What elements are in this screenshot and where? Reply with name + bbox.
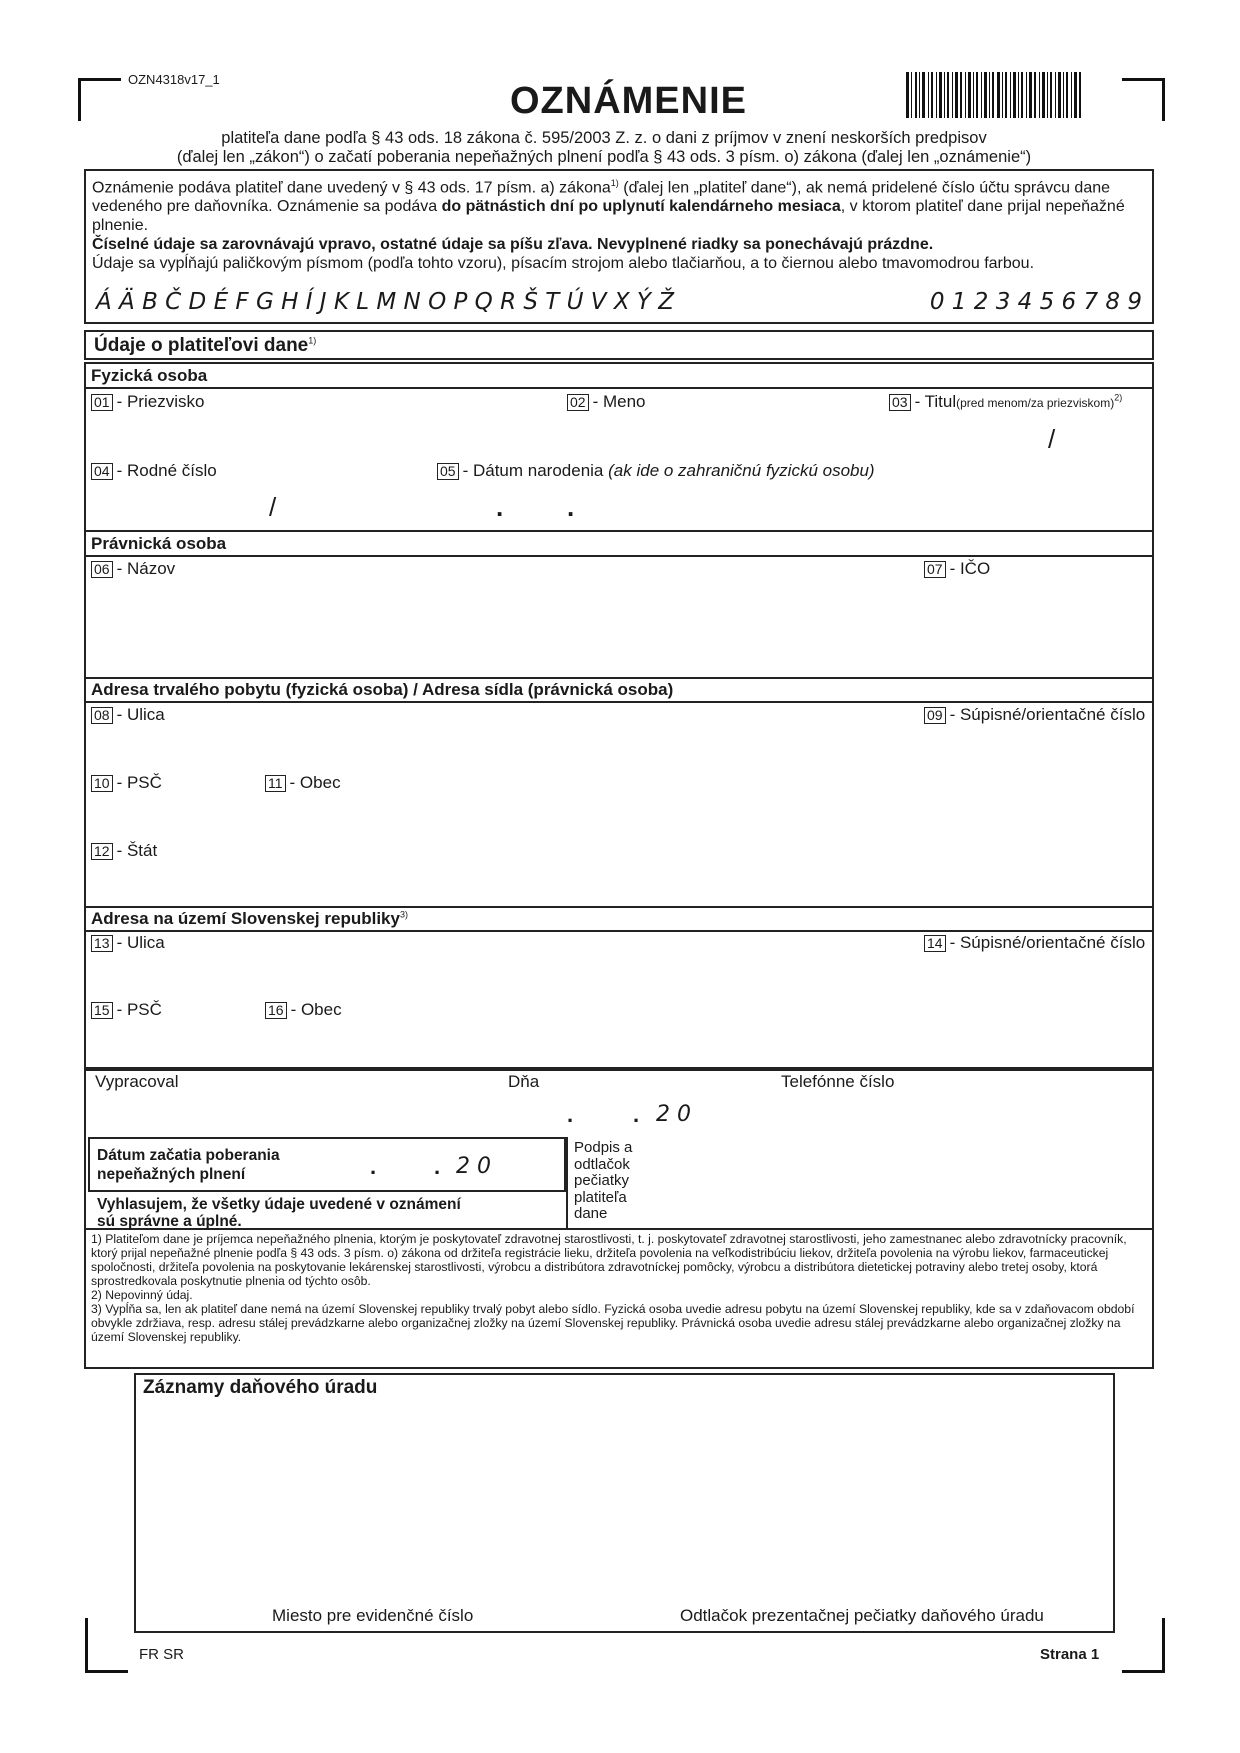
birth-date-dot-2: . [567, 492, 575, 522]
digits-sample: 0 1 2 3 4 5 6 7 8 9 [929, 289, 1142, 315]
date-label: Dňa [508, 1072, 540, 1091]
field-title-label: 03 - Titul(pred menom/za priezviskom)$^{2)}$ [889, 392, 1122, 412]
city-input[interactable] [265, 797, 1145, 831]
surname-input[interactable] [91, 416, 551, 450]
start-date-dot-1: . [370, 1154, 377, 1179]
field-company-name-label: 06 - Názov [91, 559, 175, 579]
field-postcode-label: 10 - PSČ [91, 773, 162, 793]
field-city-label: 11 - Obec [265, 773, 341, 793]
sk-city-input[interactable] [265, 1024, 1145, 1058]
sk-house-number-input[interactable] [924, 957, 1144, 991]
sk-address-heading: Adresa na území Slovenskej republiky$^{3)}$ [91, 909, 408, 928]
field-ico-label: 07 - IČO [924, 559, 990, 579]
legal-person-heading: Právnická osoba [91, 534, 227, 553]
corner-mark-top-right [1122, 78, 1165, 121]
field-sk-house-number-label: 14 - Súpisné/orientačné číslo [924, 933, 1145, 953]
postcode-input[interactable] [91, 797, 251, 831]
date-dot-1: . [567, 1102, 574, 1127]
corner-mark-top-left [78, 78, 121, 121]
divider [86, 930, 1152, 932]
alphabet-sample: Á Ä B Č D É F G H Í J K L M N O P Q R Š T Ú V X Ý Ž [96, 289, 675, 315]
birth-date-input[interactable] [437, 486, 637, 520]
divider [86, 530, 1152, 532]
field-birth-number-label: 04 - Rodné číslo [91, 461, 217, 481]
office-stamp-label: Odtlačok prezentačnej pečiatky daňového úradu [680, 1606, 1044, 1625]
tax-office-records-box [134, 1373, 1115, 1633]
payer-heading-box [84, 330, 1154, 360]
title-separator-slash: / [1048, 424, 1056, 454]
signature-area[interactable] [660, 1140, 1150, 1228]
divider [86, 906, 1152, 908]
start-date-year-prefix: 2 0 [456, 1154, 491, 1179]
corner-mark-bottom-right [1122, 1618, 1165, 1673]
sk-postcode-input[interactable] [91, 1024, 251, 1058]
field-sk-street-label: 13 - Ulica [91, 933, 165, 953]
country-input[interactable] [91, 865, 1141, 899]
subtitle-line-2: (ďalej len „zákon“) o začatí poberania nepeňažných plnení podľa § 43 ods. 3 písm. o) zákona (ďalej len „oznámenie“) [176, 148, 1032, 166]
footnotes-box [84, 1230, 1154, 1369]
instructions-box [84, 169, 1154, 324]
handwriting-sample [96, 289, 1142, 315]
payer-heading: Údaje o platiteľovi dane$^{1)}$ [94, 335, 317, 356]
date-year-prefix: 2 0 [656, 1102, 691, 1127]
divider [86, 701, 1152, 703]
evidence-number-label: Miesto pre evidenčné číslo [272, 1606, 474, 1625]
field-name-label: 02 - Meno [567, 392, 646, 412]
name-input[interactable] [567, 416, 877, 450]
ico-input[interactable] [924, 584, 1144, 618]
date-dot-2: . [633, 1102, 640, 1127]
subtitle [86, 129, 1122, 167]
subtitle-line-1: platiteľa dane podľa § 43 ods. 18 zákona č. 595/2003 Z. z. o dani z príjmov v znení neskorších predpisov [221, 129, 987, 147]
form-code: OZN4318v17_1 [128, 72, 220, 87]
phone-input[interactable] [781, 1096, 1141, 1126]
field-country-label: 12 - Štát [91, 841, 157, 861]
company-name-input[interactable] [91, 584, 911, 674]
phone-label: Telefónne číslo [781, 1072, 895, 1091]
house-number-input[interactable] [924, 729, 1144, 763]
divider [86, 387, 1152, 389]
birth-date-dot-1: . [496, 492, 504, 522]
address-heading: Adresa trvalého pobytu (fyzická osoba) / Adresa sídla (právnická osoba) [91, 680, 674, 699]
declaration-box [566, 1137, 568, 1230]
signature-label: Podpis a odtlačok pečiatky platiteľa dane [574, 1139, 633, 1222]
instructions-paragraph-1: Oznámenie podáva platiteľ dane uvedený v § 43 ods. 17 písm. a) zákona$^{1)}$ (ďalej len „platiteľ dane“), ak nemá pridelené číslo účtu správcu dane vedeného pre daňovníka. Oznámenie sa podáva do pätnástich dní po uplynutí kalendárneho mesiaca, v ktorom platiteľ dane prijal nepeňažné plnenie. [92, 178, 1125, 235]
sk-street-input[interactable] [91, 957, 911, 991]
start-date-label: Dátum začatia poberania nepeňažných plnení [97, 1147, 280, 1183]
birth-number-separator-slash: / [269, 492, 277, 522]
prepared-by-label: Vypracoval [95, 1072, 179, 1091]
natural-person-heading: Fyzická osoba [91, 366, 208, 385]
divider [86, 677, 1152, 679]
field-birth-date-label: 05 - Dátum narodenia (ak ide o zahraničnú fyzickú osobu) [437, 461, 875, 481]
page-number: Strana 1 [1040, 1646, 1100, 1663]
barcode [906, 72, 1082, 118]
field-sk-city-label: 16 - Obec [265, 1000, 342, 1020]
title-input[interactable] [889, 416, 1149, 450]
birth-number-input[interactable] [91, 486, 421, 520]
footnote-2: 2) Nepovinný údaj. [91, 1288, 193, 1302]
declaration: Vyhlasujem, že všetky údaje uvedené v oznámení sú správne a úplné. [97, 1196, 461, 1230]
field-surname-label: 01 - Priezvisko [91, 392, 204, 412]
divider [86, 555, 1152, 557]
instructions-paragraph-2: Číselné údaje sa zarovnávajú vpravo, ostatné údaje sa píšu zľava. Nevyplnené riadky sa ponechávajú prázdne. [92, 236, 934, 254]
instructions-paragraph-3: Údaje sa vypĺňajú paličkovým písmom (podľa tohto vzoru), písacím strojom alebo tlačiarňou, a to čiernou alebo tmavomodrou farbou. [92, 255, 1035, 273]
field-street-label: 08 - Ulica [91, 705, 165, 725]
tax-office-records-heading: Záznamy daňového úradu [143, 1377, 378, 1398]
corner-mark-bottom-left [85, 1618, 128, 1673]
street-input[interactable] [91, 729, 911, 763]
prepared-by-input[interactable] [95, 1096, 495, 1126]
footnote-3: 3) Vypĺňa sa, len ak platiteľ dane nemá na území Slovenskej republiky trvalý pobyt alebo sídlo. Fyzická osoba uvedie adresu pobytu na území Slovenskej republiky, kde sa v zdaňovacom období obvykle zdržiava, resp. adresu stálej prevádzkarne alebo organizačnej zložky na území Slovenskej republiky. Právnická osoba uvedie adresu stálej prevádzkarne alebo organizačnej zložky na území Slovenskej republiky. [91, 1302, 1135, 1344]
field-house-number-label: 09 - Súpisné/orientačné číslo [924, 705, 1145, 725]
footnote-1: 1) Platiteľom dane je príjemca nepeňažného plnenia, ktorým je poskytovateľ zdravotnej starostlivosti, t. j. poskytovateľ zdravotnej starostlivosti, jeho zamestnanec alebo zdravotnícky pracovník, ktorý prijal nepeňažné plnenie podľa § 43 ods. 3 písm. o) zákona od držiteľa registrácie lieku, držiteľa povolenia na veľkodistribúciu liekov, držiteľa povolenia na výrobu liekov, farmaceutickej spoločnosti, držiteľa povolenia na poskytovanie lekárenskej starostlivosti, výrobcu a distribútora zdravotníckej pomôcky, výrobcu a distribútora dietetickej potraviny alebo tretej osoby, ktorá sprostredkovala poskytnutie plnenia od týchto osôb. [91, 1232, 1127, 1288]
page-title: OZNÁMENIE [510, 80, 747, 122]
start-date-dot-2: . [434, 1154, 441, 1179]
publisher-label: FR SR [139, 1646, 184, 1663]
field-sk-postcode-label: 15 - PSČ [91, 1000, 162, 1020]
